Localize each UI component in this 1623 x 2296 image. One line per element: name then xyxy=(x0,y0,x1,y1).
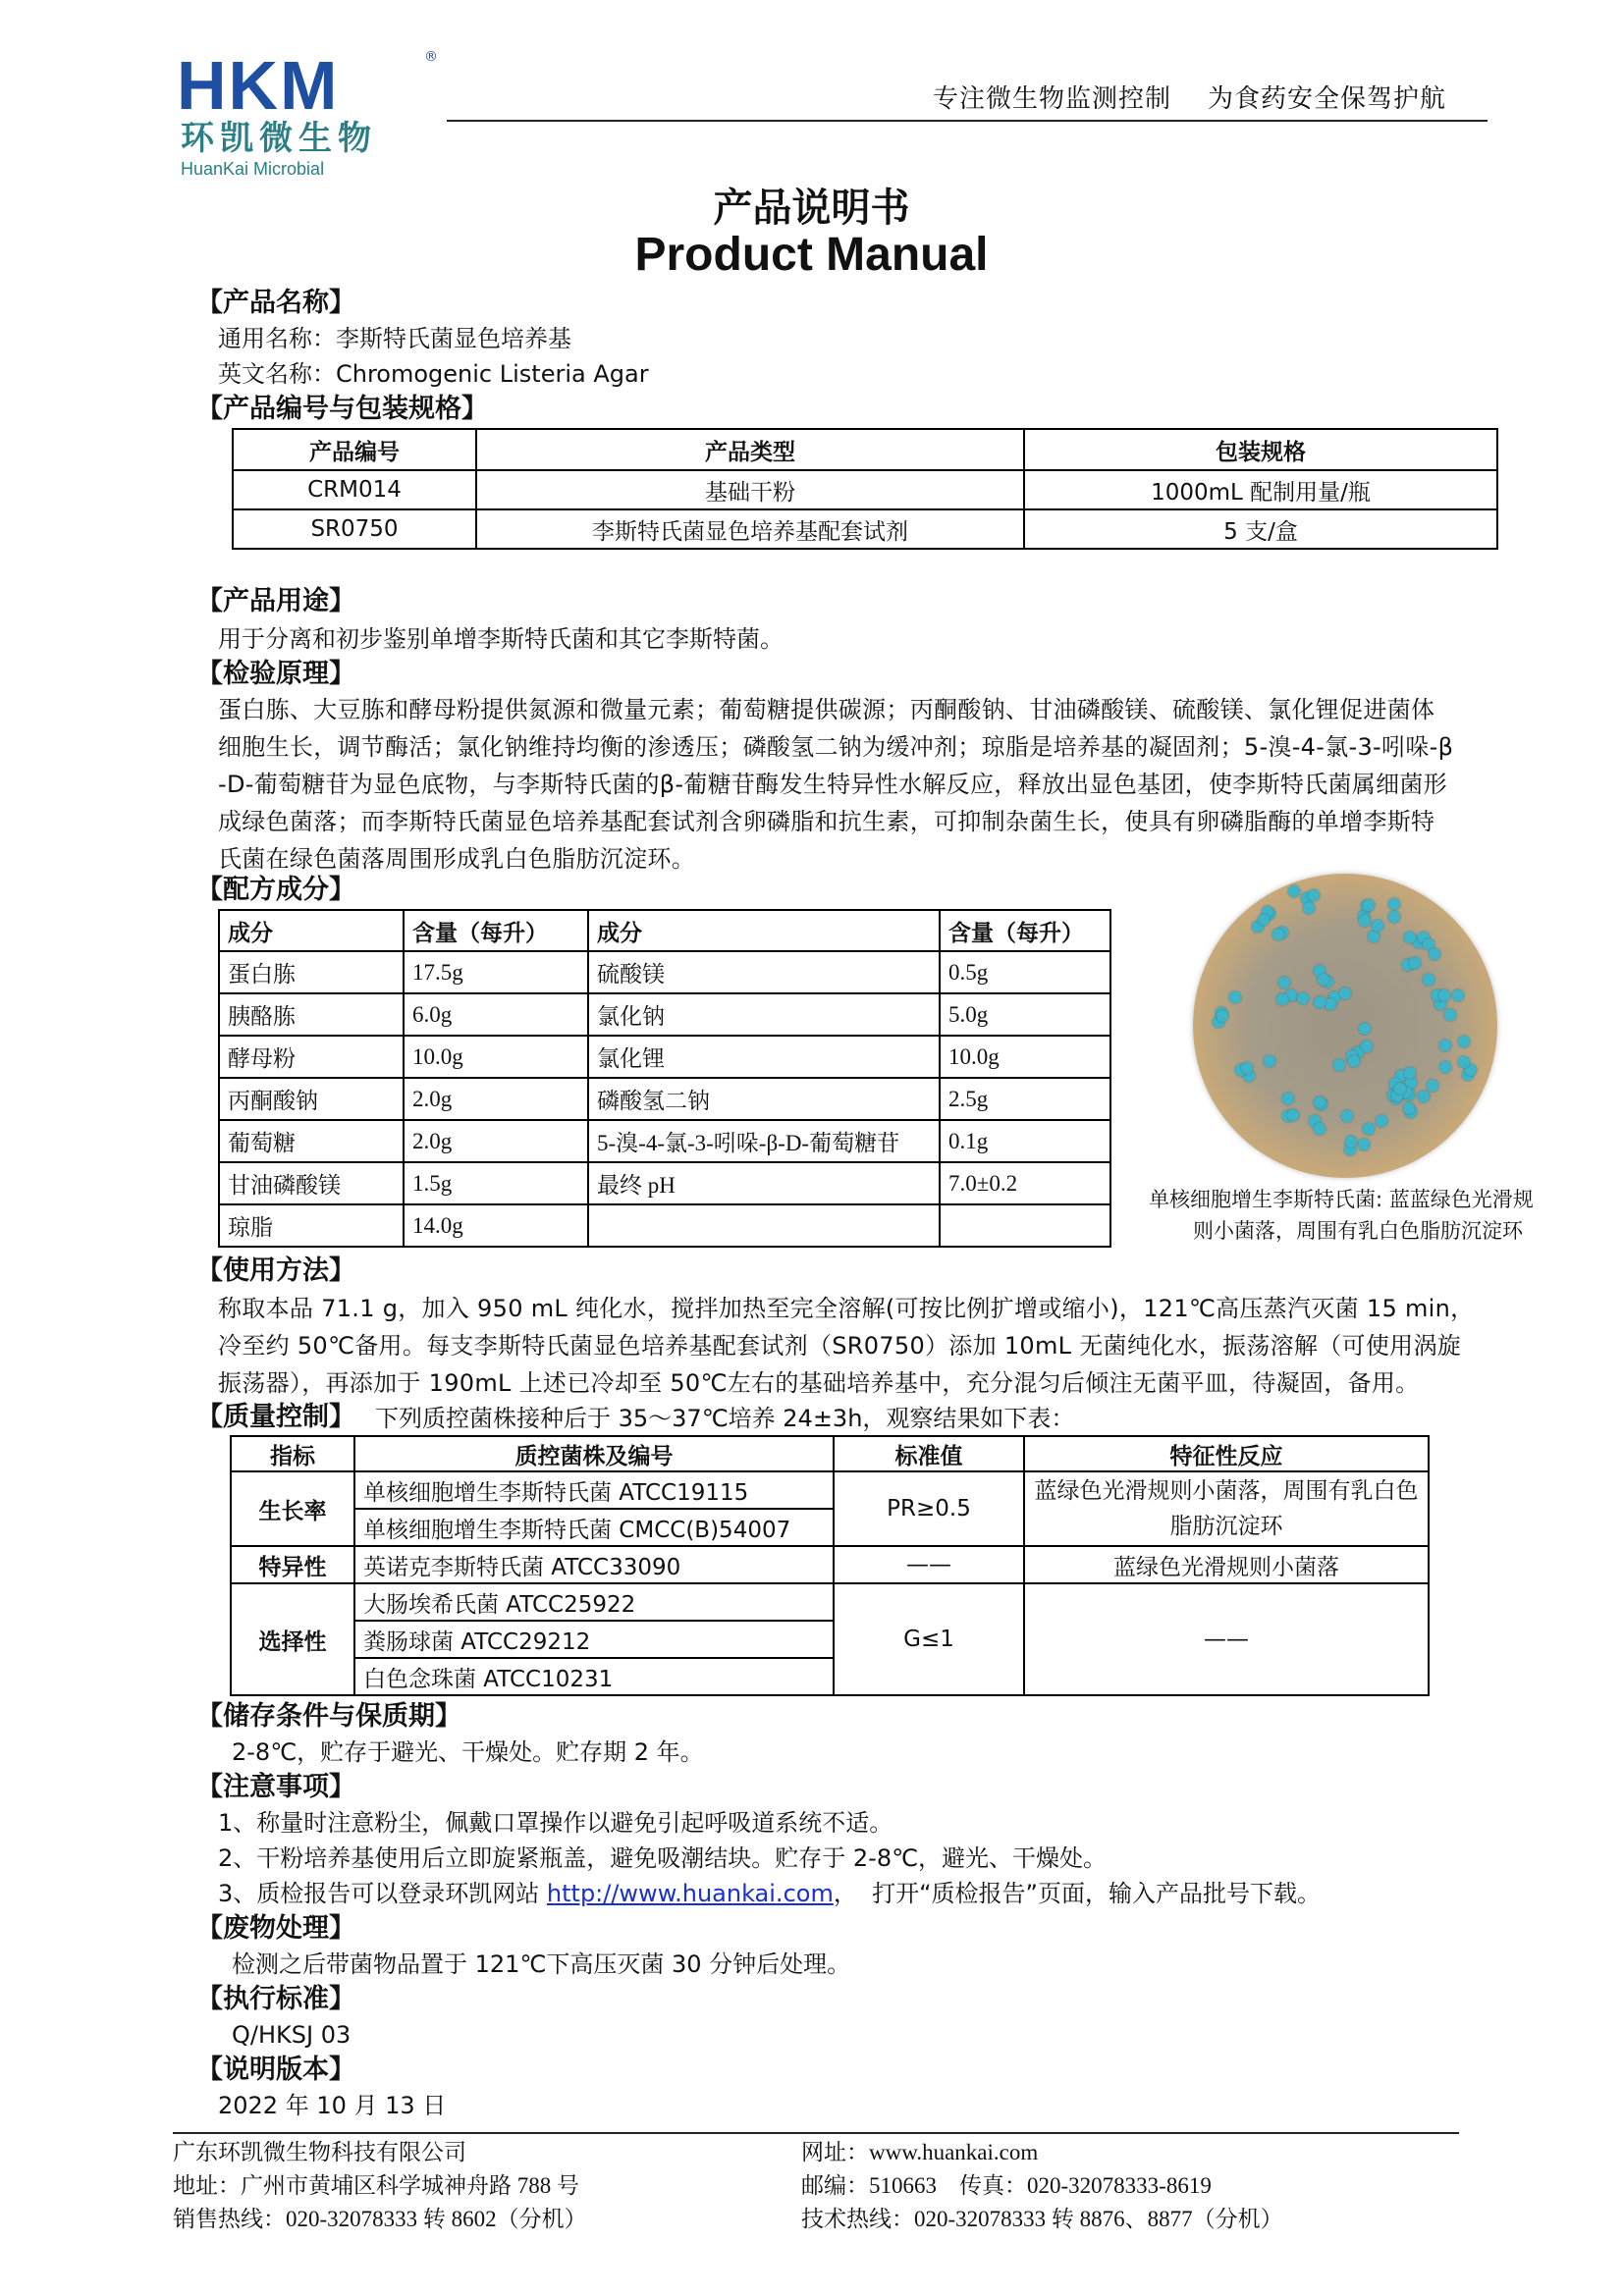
section-formula: 【配方成分】 xyxy=(196,875,355,905)
qc-strain: 单核细胞增生李斯特氏菌 CMCC(B)54007 xyxy=(354,1509,834,1546)
colony-dot xyxy=(1264,1055,1275,1067)
qc-reaction: 蓝绿色光滑规则小菌落，周围有乳白色脂肪沉淀环 xyxy=(1024,1471,1429,1546)
packaging-header: 包装规格 xyxy=(1024,429,1497,470)
colony-dot xyxy=(1359,1023,1371,1035)
colony-dot xyxy=(1345,1136,1357,1148)
table-row xyxy=(231,1546,1429,1583)
logo-mark: HKM xyxy=(177,47,340,124)
colony-dot xyxy=(1348,1055,1360,1067)
formula-header: 含量（每升） xyxy=(940,910,1110,951)
version-text: 2022 年 10 月 13 日 xyxy=(218,2092,447,2119)
packaging-header: 产品编号 xyxy=(233,429,476,470)
product-type: 李斯特氏菌显色培养基配套试剂 xyxy=(476,509,1024,549)
colony-dot xyxy=(1359,915,1371,927)
colony-dot xyxy=(1282,1093,1294,1104)
qc-strain: 白色念珠菌 ATCC10231 xyxy=(354,1658,834,1695)
colony-dot xyxy=(1418,1091,1430,1102)
qc-category: 生长率 xyxy=(231,1471,354,1546)
qc-category: 选择性 xyxy=(231,1583,354,1695)
colony-dot xyxy=(1368,931,1380,942)
note-item-3-prefix: 3、质检报告可以登录环凯网站 xyxy=(218,1880,547,1907)
formula-header: 含量（每升） xyxy=(404,910,588,951)
section-standard: 【执行标准】 xyxy=(196,1984,355,2014)
ingredient: 酵母粉 xyxy=(219,1036,404,1078)
qc-header: 质控菌株及编号 xyxy=(354,1436,834,1471)
qc-header: 特征性反应 xyxy=(1024,1436,1429,1471)
note-item-2: 2、干粉培养基使用后立即旋紧瓶盖，避免吸潮结块。贮存于 2-8℃，避光、干燥处。 xyxy=(218,1844,1108,1872)
colony-dot xyxy=(1363,899,1375,911)
package-spec: 5 支/盒 xyxy=(1024,509,1497,549)
footer-divider xyxy=(173,2132,1459,2134)
standard-text: Q/HKSJ 03 xyxy=(232,2021,352,2049)
colony-dot xyxy=(1287,1109,1299,1121)
colony-dot xyxy=(1258,914,1270,926)
qc-header: 标准值 xyxy=(834,1436,1024,1471)
table-row xyxy=(219,1078,1110,1120)
qc-header-row xyxy=(231,1436,1429,1471)
photo-caption-line-2: 则小菌落，周围有乳白色脂肪沉淀环 xyxy=(1193,1219,1523,1243)
petri-dish-image xyxy=(1193,874,1497,1178)
colony-dot xyxy=(1314,1123,1325,1135)
colony-dot xyxy=(1314,996,1325,1008)
qc-strain: 英诺克李斯特氏菌 ATCC33090 xyxy=(354,1546,834,1583)
note-item-3-suffix: ， 打开“质检报告”页面，输入产品批号下载。 xyxy=(833,1880,1321,1907)
principle-line: 细胞生长，调节酶活；氯化钠维持均衡的渗透压；磷酸氢二钠为缓冲剂；琼脂是培养基的凝固剂；5-溴-4-氯-3-吲哚-β xyxy=(218,733,1454,761)
ingredient: 硫酸镁 xyxy=(588,951,940,993)
colony-dot xyxy=(1333,1059,1345,1071)
ingredient: 蛋白胨 xyxy=(219,951,404,993)
company-logo xyxy=(177,47,452,179)
section-method: 【使用方法】 xyxy=(196,1255,355,1286)
package-spec: 1000mL 配制用量/瓶 xyxy=(1024,470,1497,509)
method-line: 振荡器），再添加于 190mL 上述已冷却至 50℃左右的基础培养基中，充分混匀后倾注无菌平皿，待凝固，备用。 xyxy=(218,1369,1420,1397)
colony-dot xyxy=(1458,1056,1470,1068)
colony-dot xyxy=(1297,992,1309,1004)
header-slogan: 专注微生物监测控制 为食药安全保驾护航 xyxy=(932,84,1446,114)
section-product-name: 【产品名称】 xyxy=(196,288,355,318)
ingredient: 琼脂 xyxy=(219,1204,404,1247)
product-code: CRM014 xyxy=(233,470,476,509)
qc-header: 指标 xyxy=(231,1436,354,1471)
english-name: 英文名称：Chromogenic Listeria Agar xyxy=(218,360,649,388)
note-item-1: 1、称量时注意粉尘，佩戴口罩操作以避免引起呼吸道系统不适。 xyxy=(218,1809,893,1837)
product-code: SR0750 xyxy=(233,509,476,549)
common-name: 通用名称：李斯特氏菌显色培养基 xyxy=(218,325,571,352)
section-storage: 【储存条件与保质期】 xyxy=(196,1701,461,1732)
colony-dot xyxy=(1372,920,1383,932)
photo-caption-line-1: 单核细胞增生李斯特氏菌: 蓝蓝绿色光滑规 xyxy=(1149,1188,1534,1211)
table-row xyxy=(219,1036,1110,1078)
footer-postcode-fax: 邮编：510663 传真：020-32078333-8619 xyxy=(801,2173,1212,2198)
amount: 1.5g xyxy=(404,1162,588,1204)
principle-line: 蛋白胨、大豆胨和酵母粉提供氮源和微量元素；葡萄糖提供碳源；丙酮酸钠、甘油磷酸镁、硫酸镁、氯化锂促进菌体 xyxy=(218,696,1435,723)
table-row xyxy=(233,470,1497,509)
colony-dot xyxy=(1438,989,1450,1001)
website-link[interactable]: http://www.huankai.com xyxy=(546,1880,834,1907)
section-packaging: 【产品编号与包装规格】 xyxy=(196,394,488,424)
formula-header: 成分 xyxy=(588,910,940,951)
ingredient: 氯化锂 xyxy=(588,1036,940,1078)
method-line: 冷至约 50℃备用。每支李斯特氏菌显色培养基配套试剂（SR0750）添加 10mL 无菌纯化水，振荡溶解（可使用涡旋 xyxy=(218,1332,1462,1360)
colony-dot xyxy=(1439,1061,1451,1073)
footer-company: 广东环凯微生物科技有限公司 xyxy=(173,2140,466,2164)
ingredient: 甘油磷酸镁 xyxy=(219,1162,404,1204)
table-row xyxy=(231,1471,1429,1509)
qc-standard: —— xyxy=(834,1546,1024,1583)
waste-text: 检测之后带菌物品置于 121℃下高压灭菌 30 分钟后处理。 xyxy=(232,1950,851,1978)
colony-dot xyxy=(1314,1096,1325,1108)
colony-dot xyxy=(1439,1040,1451,1051)
footer-website: 网址：www.huankai.com xyxy=(801,2140,1039,2164)
packaging-header: 产品类型 xyxy=(476,429,1024,470)
storage-text: 2-8℃，贮存于避光、干燥处。贮存期 2 年。 xyxy=(232,1738,704,1766)
qc-reaction: —— xyxy=(1024,1583,1429,1695)
colony-dot xyxy=(1341,1110,1353,1122)
principle-text xyxy=(218,691,1514,878)
qc-reaction: 蓝绿色光滑规则小菌落 xyxy=(1024,1546,1429,1583)
colony-dot xyxy=(1278,977,1290,988)
packaging-header-row xyxy=(233,429,1497,470)
amount: 10.0g xyxy=(940,1036,1110,1078)
colony-dot xyxy=(1388,911,1400,923)
amount xyxy=(940,1204,1110,1247)
amount: 6.0g xyxy=(404,993,588,1036)
footer-sales-hotline: 销售热线：020-32078333 转 8602（分机） xyxy=(173,2207,587,2231)
qc-intro: 下列质控菌株接种后于 35～37℃培养 24±3h，观察结果如下表： xyxy=(375,1405,1075,1432)
method-text xyxy=(218,1290,1514,1402)
section-quality-control: 【质量控制】 xyxy=(196,1402,355,1432)
qc-table xyxy=(230,1435,1430,1696)
logo-chinese-name: 环凯微生物 xyxy=(181,119,377,158)
colony-dot xyxy=(1276,993,1288,1005)
page-title-en: Product Manual xyxy=(634,229,989,281)
packaging-table xyxy=(232,428,1498,550)
colony-dot xyxy=(1363,1123,1375,1135)
colony-dot xyxy=(1458,1036,1470,1047)
ingredient: 丙酮酸钠 xyxy=(219,1078,404,1120)
colony-dot xyxy=(1325,998,1336,1010)
logo-english-name: HuanKai Microbial xyxy=(181,159,325,179)
footer-address: 地址：广州市黄埔区科学城神舟路 788 号 xyxy=(173,2173,579,2198)
section-version: 【说明版本】 xyxy=(196,2055,355,2085)
amount: 2.0g xyxy=(404,1120,588,1162)
note-item-3 xyxy=(218,1877,1321,1910)
colony-dot xyxy=(1376,1115,1387,1127)
formula-table xyxy=(218,909,1111,1248)
table-row xyxy=(231,1583,1429,1621)
colony-dot xyxy=(1358,1139,1370,1150)
registered-icon: ® xyxy=(424,49,438,65)
colony-dot xyxy=(1404,1067,1416,1079)
colony-dot xyxy=(1288,885,1300,897)
table-row xyxy=(219,1204,1110,1247)
amount: 0.5g xyxy=(940,951,1110,993)
table-row xyxy=(219,1162,1110,1204)
principle-line: 氏菌在绿色菌落周围形成乳白色脂肪沉淀环。 xyxy=(218,845,695,873)
colony-dot xyxy=(1308,889,1320,901)
section-principle: 【检验原理】 xyxy=(196,659,355,689)
table-row xyxy=(233,509,1497,549)
colony-dot xyxy=(1388,898,1400,910)
ingredient: 最终 pH xyxy=(588,1162,940,1204)
amount: 10.0g xyxy=(404,1036,588,1078)
ingredient: 胰酪胨 xyxy=(219,993,404,1036)
qc-category: 特异性 xyxy=(231,1546,354,1583)
section-waste: 【废物处理】 xyxy=(196,1913,355,1944)
amount: 17.5g xyxy=(404,951,588,993)
qc-strain: 单核细胞增生李斯特氏菌 ATCC19115 xyxy=(354,1471,834,1509)
colony-dot xyxy=(1452,989,1464,1001)
page-title-cn: 产品说明书 xyxy=(713,186,910,231)
colony-dot xyxy=(1409,957,1421,969)
colony-dot xyxy=(1303,902,1315,914)
formula-header-row xyxy=(219,910,1110,951)
colony-dot xyxy=(1217,1010,1228,1022)
ingredient: 磷酸氢二钠 xyxy=(588,1078,940,1120)
ingredient: 氯化钠 xyxy=(588,993,940,1036)
product-type: 基础干粉 xyxy=(476,470,1024,509)
principle-line: 成绿色菌落；而李斯特氏菌显色培养基配套试剂含卵磷脂和抗生素，可抑制杂菌生长，使具有卵磷脂酶的单增李斯特 xyxy=(218,808,1435,835)
qc-strain: 粪肠球菌 ATCC29212 xyxy=(354,1621,834,1658)
colony-dot xyxy=(1339,988,1351,999)
table-row xyxy=(219,951,1110,993)
amount: 0.1g xyxy=(940,1120,1110,1162)
colony-dot xyxy=(1429,948,1440,960)
table-row xyxy=(219,993,1110,1036)
qc-strain: 大肠埃希氏菌 ATCC25922 xyxy=(354,1583,834,1621)
usage-text: 用于分离和初步鉴别单增李斯特氏菌和其它李斯特菌。 xyxy=(218,625,784,653)
footer-tech-hotline: 技术热线：020-32078333 转 8876、8877（分机） xyxy=(801,2207,1283,2231)
colony-dot xyxy=(1444,1009,1456,1021)
section-notes: 【注意事项】 xyxy=(196,1772,355,1802)
amount: 7.0±0.2 xyxy=(940,1162,1110,1204)
colony-dot xyxy=(1427,1080,1438,1092)
amount: 2.5g xyxy=(940,1078,1110,1120)
ingredient: 5-溴-4-氯-3-吲哚-β-D-葡萄糖苷 xyxy=(588,1120,940,1162)
table-row xyxy=(219,1120,1110,1162)
ingredient xyxy=(588,1204,940,1247)
amount: 14.0g xyxy=(404,1204,588,1247)
colony-dot xyxy=(1272,929,1284,940)
colony-dot xyxy=(1423,974,1434,986)
amount: 5.0g xyxy=(940,993,1110,1036)
principle-line: -D-葡萄糖苷为显色底物，与李斯特氏菌的β-葡糖苷酶发生特异性水解反应，释放出显色基团，使李斯特氏菌属细菌形 xyxy=(218,771,1447,798)
colony-dot xyxy=(1229,991,1241,1003)
formula-header: 成分 xyxy=(219,910,404,951)
qc-standard: PR≥0.5 xyxy=(834,1471,1024,1546)
colony-dot xyxy=(1361,1041,1373,1052)
ingredient: 葡萄糖 xyxy=(219,1120,404,1162)
header-divider xyxy=(447,120,1488,122)
colony-dot xyxy=(1241,1062,1253,1074)
method-line: 称取本品 71.1 g，加入 950 mL 纯化水，搅拌加热至完全溶解(可按比例扩增或缩小)，121℃高压蒸汽灭菌 15 min， xyxy=(218,1295,1475,1322)
amount: 2.0g xyxy=(404,1078,588,1120)
section-usage: 【产品用途】 xyxy=(196,586,355,616)
qc-standard: G≤1 xyxy=(834,1583,1024,1695)
